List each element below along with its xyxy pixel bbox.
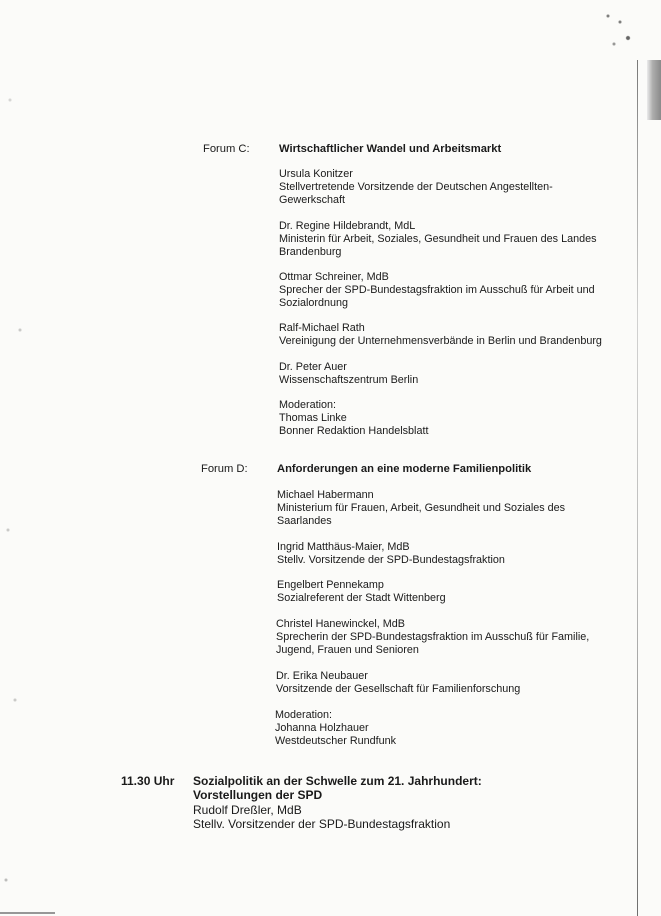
- forum-c-entry: [279, 322, 602, 348]
- session-subtitle: Vorstellungen der SPD: [193, 788, 323, 803]
- entry-name: Dr. Peter Auer: [279, 361, 347, 373]
- scan-edge-shadow: [647, 60, 661, 120]
- forum-d-entry: [276, 670, 520, 696]
- entry-role: Ministerium für Frauen, Arbeit, Gesundheit und Soziales des: [277, 502, 566, 515]
- entry-name: Thomas Linke: [279, 412, 347, 425]
- entry-role: Sozialreferent der Stadt Wittenberg: [277, 592, 446, 605]
- entry-name: Ottmar Schreiner, MdB: [279, 271, 389, 283]
- forum-d-moderation: [275, 709, 396, 749]
- entry-role: Sprecherin der SPD-Bundestagsfraktion im Ausschuß für Familie,: [276, 631, 590, 644]
- entry-role: Sozialordnung: [279, 297, 349, 310]
- scan-artifact-top-right: [600, 8, 634, 48]
- entry-name: Dr. Regine Hildebrandt, MdL: [279, 220, 416, 232]
- moderation-label: Moderation:: [275, 709, 333, 721]
- entry-name: Michael Habermann: [277, 489, 374, 501]
- entry-role: Vereinigung der Unternehmensverbände in Berlin und Brandenburg: [279, 335, 602, 348]
- forum-d-title: Anforderungen an eine moderne Familienpolitik: [277, 463, 532, 475]
- entry-role: Gewerkschaft: [279, 194, 346, 207]
- forum-d-entry: [277, 489, 565, 529]
- forum-c-label: Forum C:: [203, 143, 250, 155]
- session-speaker-role: Stellv. Vorsitzender der SPD-Bundestagsfraktion: [193, 816, 451, 831]
- forum-d-entry: [277, 579, 446, 605]
- forum-d-entry: [276, 618, 589, 658]
- entry-name: Engelbert Pennekamp: [277, 579, 384, 591]
- forum-c-entry: [279, 361, 418, 387]
- entry-role: Saarlandes: [277, 515, 332, 528]
- entry-name: Ralf-Michael Rath: [279, 322, 365, 334]
- entry-role: Wissenschaftszentrum Berlin: [279, 374, 419, 387]
- forum-c-entry: [279, 168, 553, 208]
- entry-name: Ingrid Matthäus-Maier, MdB: [277, 541, 410, 553]
- entry-role: Stellv. Vorsitzende der SPD-Bundestagsfraktion: [277, 554, 505, 567]
- forum-c-moderation: [279, 399, 428, 439]
- session-title: Sozialpolitik an der Schwelle zum 21. Jahrhundert:: [193, 774, 482, 788]
- scan-artifact-bottom: [0, 912, 55, 914]
- entry-role: Jugend, Frauen und Senioren: [276, 644, 419, 657]
- forum-c-entry: [279, 220, 597, 260]
- entry-name: Johanna Holzhauer: [275, 722, 369, 735]
- entry-role: Bonner Redaktion Handelsblatt: [279, 425, 429, 438]
- entry-role: Ministerin für Arbeit, Soziales, Gesundheit und Frauen des Landes: [279, 233, 597, 246]
- scan-artifact-left: [0, 0, 40, 916]
- entry-role: Brandenburg: [279, 246, 342, 259]
- entry-role: Vorsitzende der Gesellschaft für Familienforschung: [276, 683, 521, 696]
- scan-edge-line: [637, 60, 638, 916]
- entry-name: Dr. Erika Neubauer: [276, 670, 368, 682]
- session-time: 11.30 Uhr: [121, 774, 175, 788]
- entry-role: Westdeutscher Rundfunk: [275, 735, 397, 748]
- forum-d-entry: [277, 541, 505, 567]
- entry-name: Christel Hanewinckel, MdB: [276, 618, 406, 630]
- forum-d-label: Forum D:: [201, 463, 248, 475]
- session-block: [193, 774, 482, 831]
- forum-c-title: Wirtschaftlicher Wandel und Arbeitsmarkt: [279, 143, 502, 155]
- forum-c-entry: [279, 271, 595, 311]
- entry-role: Stellvertretende Vorsitzende der Deutschen Angestellten-: [279, 181, 553, 194]
- session-speaker: Rudolf Dreßler, MdB: [193, 802, 302, 817]
- entry-role: Sprecher der SPD-Bundestagsfraktion im Ausschuß für Arbeit und: [279, 284, 595, 297]
- moderation-label: Moderation:: [279, 399, 337, 411]
- entry-name: Ursula Konitzer: [279, 168, 353, 180]
